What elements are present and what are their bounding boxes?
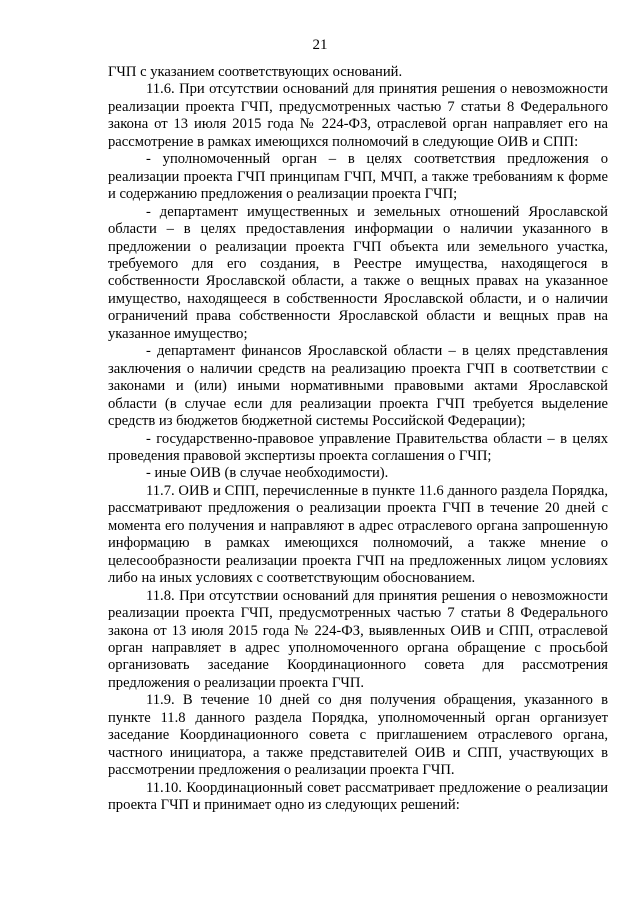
paragraph-11-7: 11.7. ОИВ и СПП, перечисленные в пункте 11.6 данного раздела Порядка, рассматривают предложения о реализации проекта ГЧП в течение 20 дней с момента его получения и направляют в адрес отраслевого органа запрошенную информацию в рамках имеющихся полномочий, а также мнение о целесообразности реализации проекта ГЧП на предложенных лицом условиях либо на иных условиях с соответствующим обоснованием.: [108, 482, 608, 587]
paragraph-11-9: 11.9. В течение 10 дней со дня получения обращения, указанного в пункте 11.8 данного раздела Порядка, уполномоченный орган организует заседание Координационного совета с приглашением отраслевого органа, частного инициатора, а также представителей ОИВ и СПП, участвующих в рассмотрении предложения о реализации проекта ГЧП.: [108, 692, 608, 779]
list-item-property-department: - департамент имущественных и земельных отношений Ярославской области – в целях предоставления информации о наличии указанного в предложении о реализации проекта ГЧП объекта или земельного участка, требуемого для его создания, в Реестре имущества, находящегося в собственности Ярославской области, а также о вещных правах на указанное имущество, находящееся в собственности Ярославской области, и о наличии ограничений права собственности Ярославской области и вещных прав на указанное имущество;: [108, 203, 608, 342]
list-item-authorized-body: - уполномоченный орган – в целях соответствия предложения о реализации проекта ГЧП принципам ГЧП, МЧП, а также требованиям к форме и содержанию предложения о реализации проекта ГЧП;: [108, 151, 608, 203]
list-item-other-bodies: - иные ОИВ (в случае необходимости).: [146, 465, 389, 482]
document-body: [108, 64, 608, 814]
list-item-legal-department: - государственно-правовое управление Правительства области – в целях проведения правовой экспертизы проекта соглашения о ГЧП;: [108, 430, 608, 464]
paragraph-11-8: 11.8. При отсутствии оснований для принятия решения о невозможности реализации проекта ГЧП, предусмотренных частью 7 статьи 8 Федерального закона от 13 июля 2015 года № 224-ФЗ, выявленных ОИВ и СПП, отраслевой орган направляет в адрес уполномоченного органа обращение с просьбой организовать заседание Координационного совета для рассмотрения предложения о реализации проекта ГЧП.: [108, 587, 608, 691]
list-item-finance-department: - департамент финансов Ярославской области – в целях представления заключения о наличии средств на реализацию проекта ГЧП в соответствии с законами и (или) иными нормативными правовыми актами Ярославской области (в случае если для реализации проекта ГЧП требуется выделение средств из бюджетов бюджетной системы Российской Федерации);: [108, 343, 608, 430]
paragraph-continuation: ГЧП с указанием соответствующих оснований.: [108, 64, 403, 80]
paragraph-11-6: 11.6. При отсутствии оснований для принятия решения о невозможности реализации проекта ГЧП, предусмотренных частью 7 статьи 8 Федерального закона от 13 июля 2015 года № 224-ФЗ, отраслевой орган направляет его на рассмотрение в рамках имеющихся полномочий в следующие ОИВ и СПП:: [108, 81, 608, 150]
paragraph-11-10: 11.10. Координационный совет рассматривает предложение о реализации проекта ГЧП и принимает одно из следующих решений:: [108, 779, 608, 814]
page-number: 21: [312, 37, 328, 53]
